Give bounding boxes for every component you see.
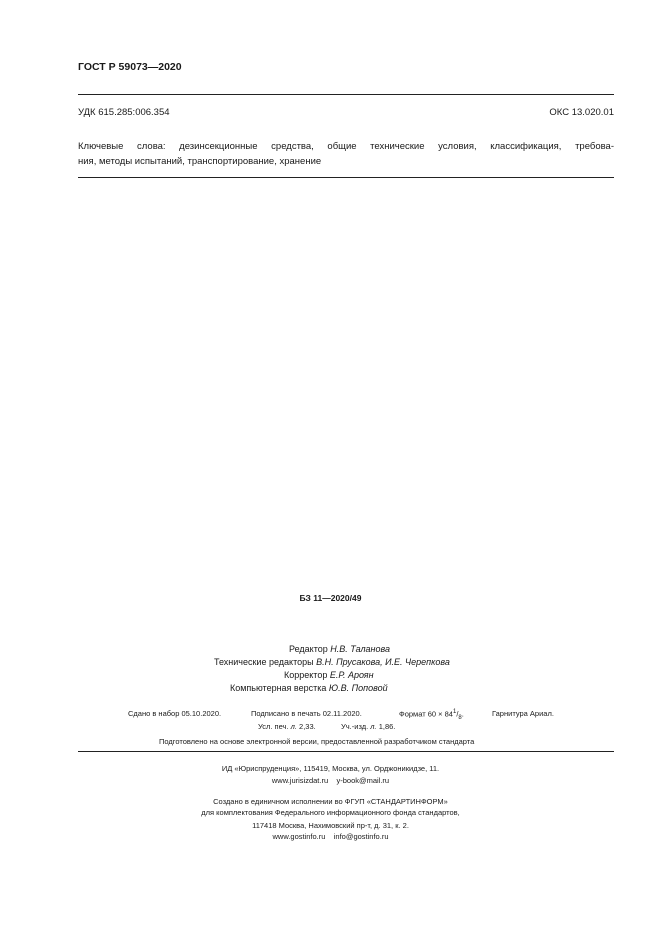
corrector-name: Е.Р. Ароян [329,670,374,680]
oks-code: ОКС 13.020.01 [549,107,614,118]
typeface-info: Гарнитура Ариал. [492,709,554,718]
keywords-line-1: Ключевые слова: дезинсекционные средства, общие технические условия, классификация, требова- [78,141,614,152]
format-numerator: 1 [452,709,457,715]
sheets-unit: л. [290,722,297,731]
standard-number: ГОСТ Р 59073—2020 [78,61,182,73]
submitted-date: Сдано в набор 05.10.2020. [128,709,222,718]
prepared-note: Подготовлено на основе электронной версии, предоставленной разработчиком стандарта [159,737,475,746]
publisher-line-4: для комплектования Федерального информационного фонда стандартов, [201,808,460,817]
sheets-label: Усл. печ. [258,722,289,731]
pub-sheets-value: 1,86. [378,722,396,731]
editor-name: Н.В. Таланова [330,644,391,654]
corrector-row [0,669,661,682]
editor-role: Редактор [289,644,328,654]
keywords-line-2: ния, методы испытаний, транспортирование, хранение [78,156,322,167]
corrector-role: Корректор [284,670,328,680]
tech-editors-names: В.Н. Прусакова, И.Е. Черепкова [316,657,450,667]
signed-date: Подписано в печать 02.11.2020. [251,709,362,718]
keywords-block [78,139,614,169]
pub-sheets-unit: л. [370,722,377,731]
top-divider [78,94,614,95]
layout-role: Компьютерная верстка [230,683,327,693]
publisher-line-5: 117418 Москва, Нахимовский пр-т, д. 31, к. 2. [252,821,409,830]
bz-number: БЗ 11—2020/49 [299,593,362,603]
format-denominator: 8 [458,715,462,721]
layout-row [0,682,661,695]
format-prefix: Формат 60 × 84 [399,709,453,719]
sheets-value: 2,33. [299,722,316,731]
editor-row [0,643,661,656]
layout-name: Ю.В. Поповой [328,683,388,693]
publisher-line-1: ИД «Юриспруденция», 115419, Москва, ул. Орджоникидзе, 11. [221,764,440,773]
publisher-line-2: www.jurisizdat.ru y-book@mail.ru [271,776,390,785]
format-info: Формат $60 \times 84^1/_8$. [399,709,464,721]
format-suffix: . [461,709,464,719]
sheets-info [258,722,316,731]
pub-sheets-label: Уч.-изд. [341,722,369,731]
tech-editors-row [0,656,661,669]
credits-block [0,643,661,695]
publisher-divider [78,751,614,752]
udk-code: УДК 615.285:006.354 [78,107,170,118]
publisher-line-6: www.gostinfo.ru info@gostinfo.ru [272,832,389,841]
tech-editors-role: Технические редакторы [214,657,314,667]
keywords-divider [78,177,614,178]
pub-sheets-info [341,722,395,731]
publisher-line-3: Создано в единичном исполнении во ФГУП «СТАНДАРТИНФОРМ» [213,797,448,806]
